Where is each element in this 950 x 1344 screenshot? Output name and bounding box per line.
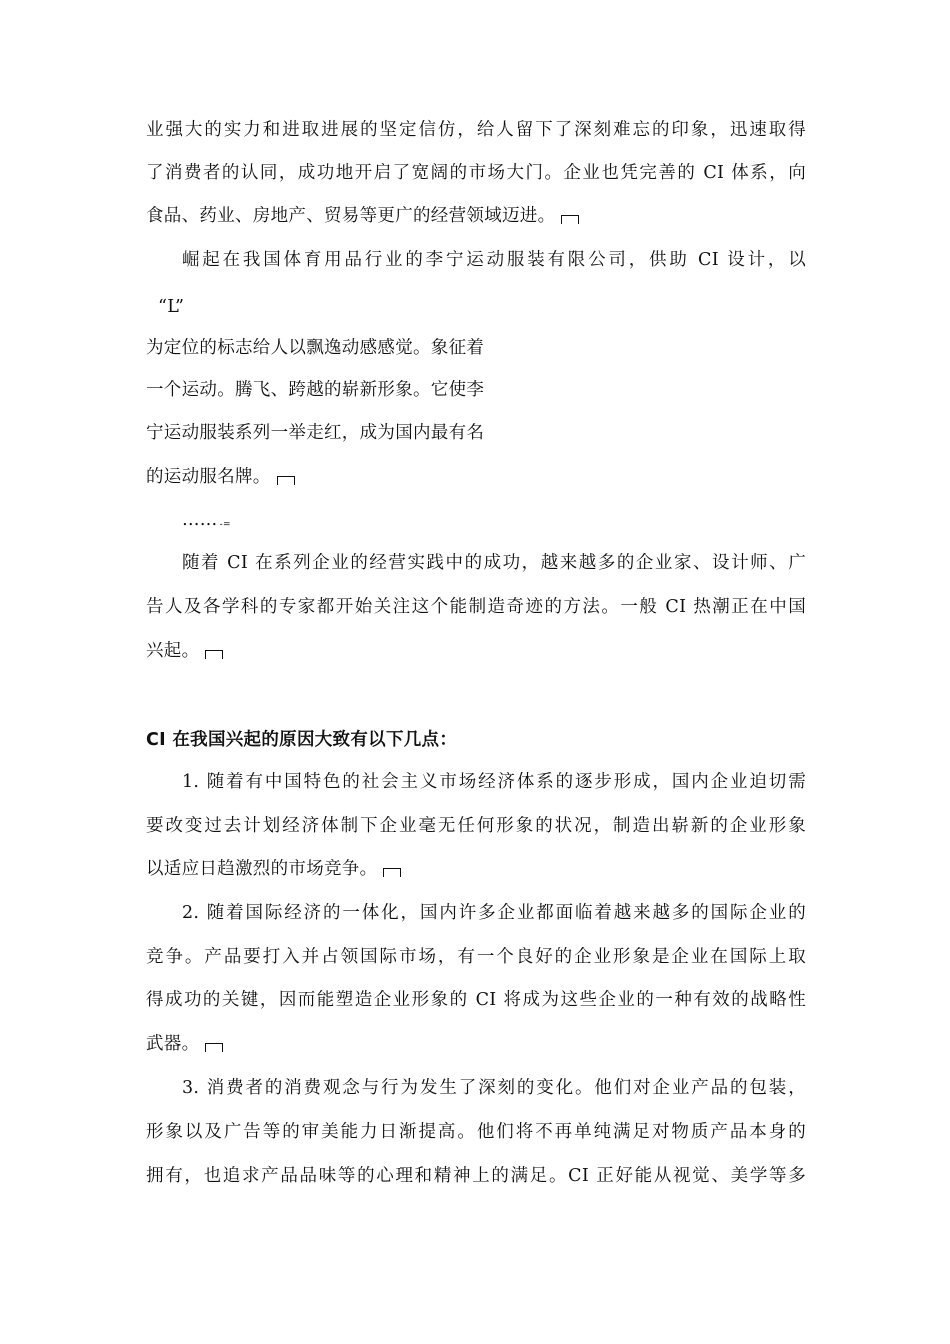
text-line [146,1032,223,1056]
paragraph-mark-icon [277,476,295,485]
text-line [146,465,295,489]
small-mark: -= [219,520,231,530]
section-heading [146,728,457,752]
text-span: 以适应日趋激烈的市场竞争。 [146,859,378,879]
text-line [182,770,806,794]
text-line [146,639,223,663]
text-span: 拥有，也追求产品品味等的心理和精神上的满足。CI 正好能从视觉、美学等多 [146,1166,806,1186]
text-span: 兴起。 [146,641,200,661]
text-line [146,118,806,142]
text-line [146,814,806,838]
paragraph-mark-icon [561,215,579,224]
text-line [146,1120,806,1144]
text-span: …… [182,510,218,530]
text-span: 为定位的标志给人以飘逸动感感觉。象征着 [146,338,485,358]
text-line [146,988,806,1012]
text-span: 武器。 [146,1034,200,1054]
text-line [182,508,231,537]
text-line [146,336,484,360]
text-line [146,595,806,619]
paragraph-mark-icon [383,868,401,877]
text-span: 要改变过去计划经济体制下企业毫无任何形象的状况，制造出崭新的企业形象 [146,816,806,836]
text-line [146,857,401,881]
text-span: 的运动服名牌。 [146,467,271,487]
text-span: 得成功的关键，因而能塑造企业形象的 CI 将成为这些企业的一种有效的战略性 [146,990,806,1010]
text-line [146,204,579,228]
text-span: “L” [158,297,185,317]
text-span: 宁运动服装系列一举走红，成为国内最有名 [146,423,485,443]
text-line [182,248,806,272]
text-line [146,421,484,445]
text-span: 竞争。产品要打入并占领国际市场，有一个良好的企业形象是企业在国际上取 [146,947,806,967]
paragraph-mark-icon [205,1043,223,1052]
text-span: 随着 CI 在系列企业的经营实践中的成功，越来越多的企业家、设计师、广 [182,553,806,573]
text-span: 崛起在我国体育用品行业的李宁运动服装有限公司，供助 CI 设计，以 [182,250,806,270]
paragraph-mark-icon [205,650,223,659]
text-line [158,295,184,319]
text-span: 1. 随着有中国特色的社会主义市场经济体系的逐步形成，国内企业迫切需 [182,772,806,792]
text-span: 食品、药业、房地产、贸易等更广的经营领域迈进。 [146,206,556,226]
text-line [182,901,806,925]
text-span: 形象以及广告等的审美能力日渐提高。他们将不再单纯满足对物质产品本身的 [146,1122,806,1142]
text-span: 3. 消费者的消费观念与行为发生了深刻的变化。他们对企业产品的包装， [182,1078,806,1098]
text-line [182,551,806,575]
text-line [146,1164,806,1188]
text-line [146,378,484,402]
text-span: 了消费者的认同，成功地开启了宽阔的市场大门。企业也凭完善的 CI 体系，向 [146,163,806,183]
heading-text: CI 在我国兴起的原因大致有以下几点： [146,730,458,750]
text-span: 一个运动。腾飞、跨越的崭新形象。它使李 [146,380,485,400]
text-span: 2. 随着国际经济的一体化，国内许多企业都面临着越来越多的国际企业的 [182,903,806,923]
text-span: 告人及各学科的专家都开始关注这个能制造奇迹的方法。一般 CI 热潮正在中国 [146,597,806,617]
text-line [146,161,806,185]
text-span: 业强大的实力和进取进展的坚定信仿，给人留下了深刻难忘的印象，迅速取得 [146,120,806,140]
text-line [146,945,806,969]
text-line [182,1076,806,1100]
